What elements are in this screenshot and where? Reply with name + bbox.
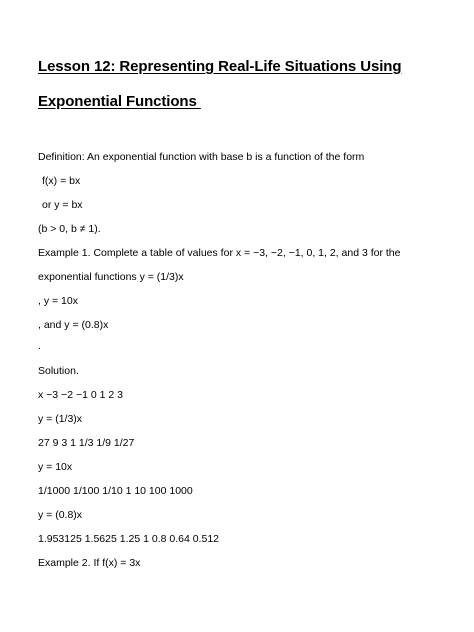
example-2-prompt: Example 2. If f(x) = 3x (38, 557, 141, 569)
definition-text: Definition: An exponential function with base b is a function of the form (38, 151, 365, 163)
lesson-title-line-1: Lesson 12: Representing Real-Life Situations Using (38, 58, 402, 75)
example-1-function-10x: , y = 10x (38, 295, 78, 307)
solution-values-1: 27 9 3 1 1/3 1/9 1/27 (38, 437, 135, 449)
definition-condition: (b > 0, b ≠ 1). (38, 223, 101, 235)
lesson-title-line-2: Exponential Functions (38, 93, 201, 110)
solution-function-2: y = 10x (38, 461, 73, 473)
solution-function-1: y = (1/3)x (38, 413, 83, 425)
solution-function-3: y = (0.8)x (38, 509, 83, 521)
example-1-functions: exponential functions y = (1/3)x (38, 271, 184, 283)
example-1-prompt: Example 1. Complete a table of values for x = −3, −2, −1, 0, 1, 2, and 3 for the (38, 247, 401, 259)
solution-x-values: x −3 −2 −1 0 1 2 3 (38, 389, 123, 401)
example-1-period: . (38, 340, 41, 352)
solution-heading: Solution. (38, 365, 79, 377)
definition-formula-y: or y = bx (42, 199, 83, 211)
solution-values-2: 1/1000 1/100 1/10 1 10 100 1000 (38, 485, 193, 497)
example-1-function-08x: , and y = (0.8)x (38, 319, 109, 331)
solution-values-3: 1.953125 1.5625 1.25 1 0.8 0.64 0.512 (38, 533, 219, 545)
definition-formula-fx: f(x) = bx (42, 175, 81, 187)
